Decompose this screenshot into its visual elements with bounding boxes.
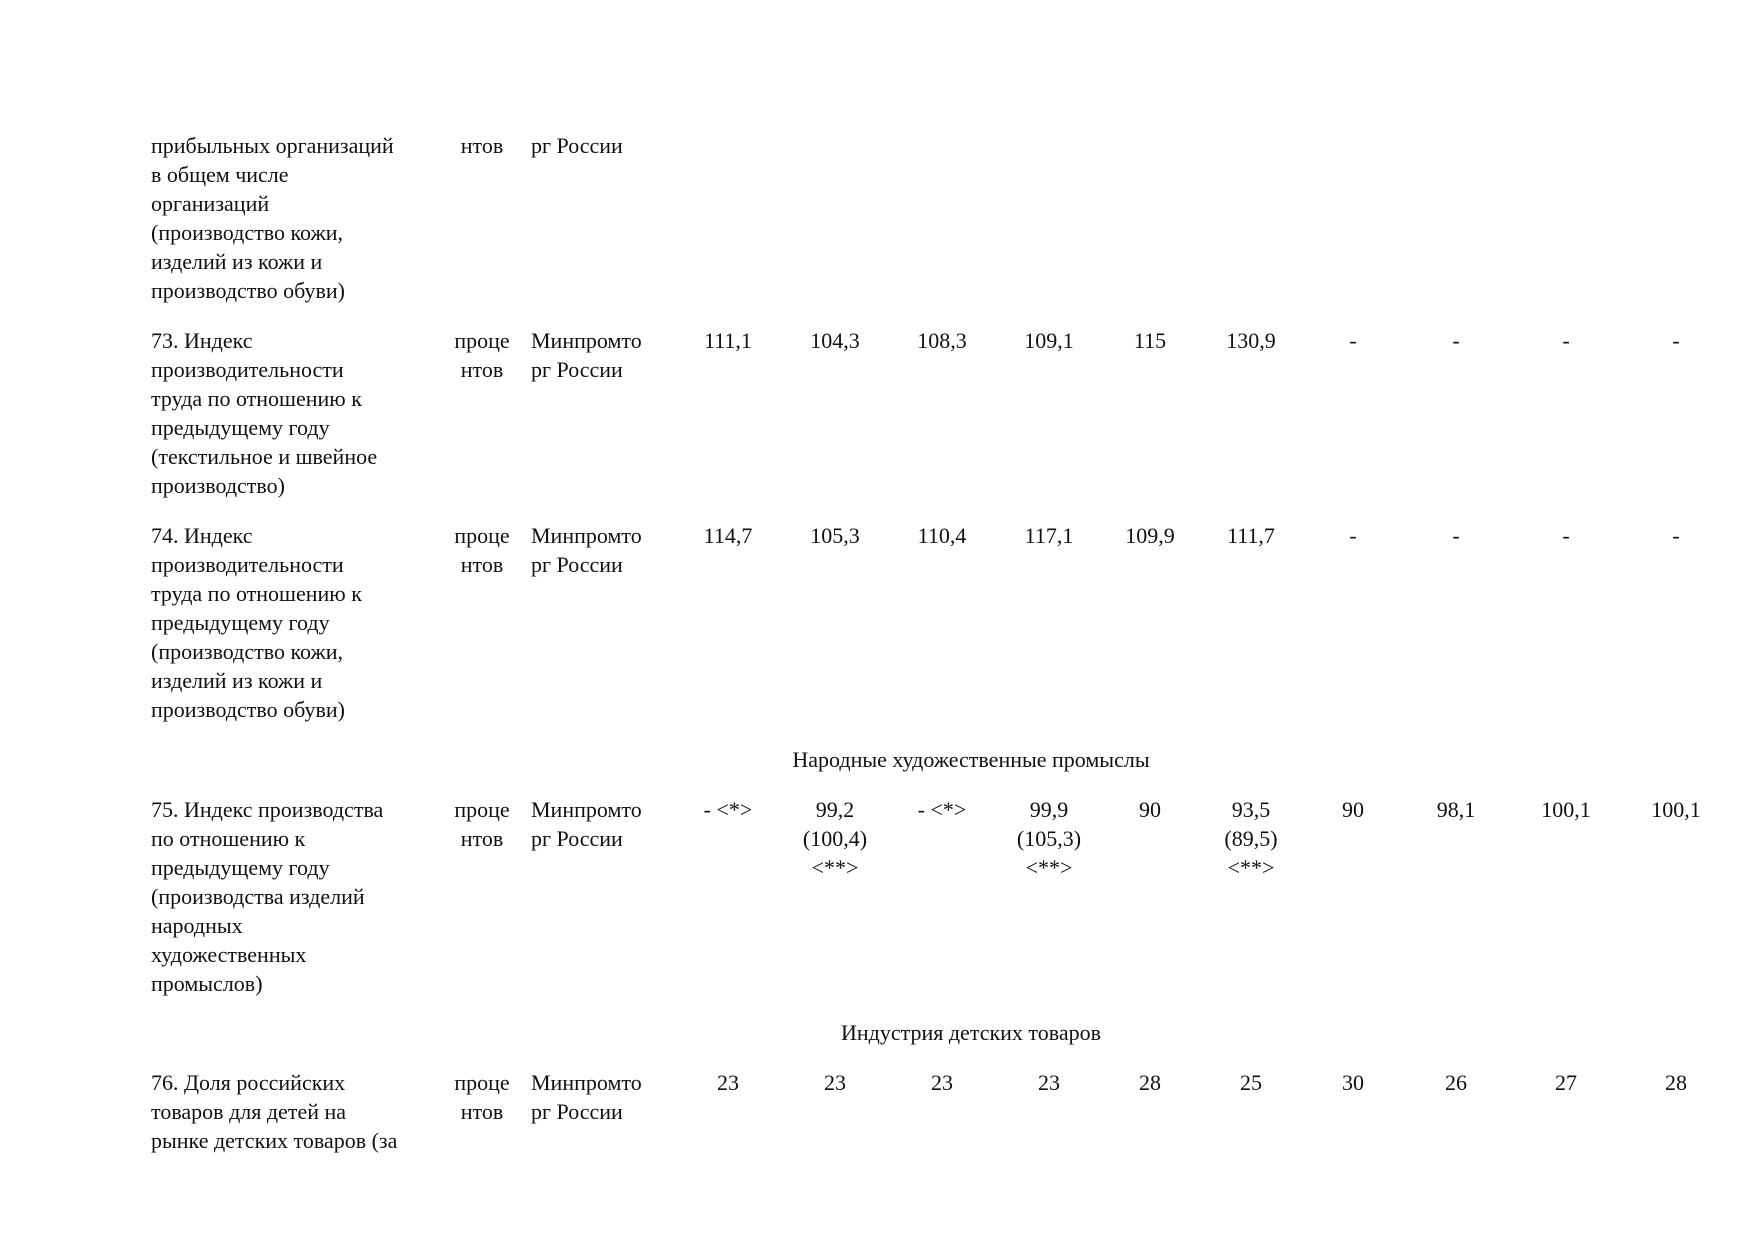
value-cell: -	[1562, 328, 1570, 353]
value-cell: 109,9	[1125, 523, 1175, 548]
agency-cell: рг России	[531, 357, 623, 382]
value-cell: 117,1	[1024, 523, 1074, 548]
value-cell: 104,3	[810, 328, 860, 353]
value-cell: 23	[931, 1070, 953, 1095]
indicator-name-line: товаров для детей на	[151, 1099, 347, 1124]
indicator-name-line: производство)	[151, 473, 285, 498]
value-cell: 105,3	[810, 523, 860, 548]
value-cell: - <*>	[703, 797, 753, 822]
value-note: (105,3)	[1016, 826, 1082, 851]
value-cell: - <*>	[917, 797, 967, 822]
value-cell: 23	[824, 1070, 846, 1095]
indicator-name-line: рынке детских товаров (за	[151, 1128, 398, 1153]
value-cell: 115	[1133, 328, 1167, 353]
indicator-name-line: 75. Индекс производства	[151, 797, 384, 822]
unit-cell: нтов	[460, 1099, 504, 1124]
value-cell: 28	[1665, 1070, 1687, 1095]
value-cell: 30	[1342, 1070, 1364, 1095]
value-cell: 98,1	[1436, 797, 1476, 822]
value-cell: 27	[1555, 1070, 1577, 1095]
value-footnote-mark: <**>	[1025, 855, 1073, 880]
value-cell: -	[1452, 328, 1460, 353]
indicator-name-line: 74. Индекс	[151, 523, 253, 548]
value-cell: -	[1672, 523, 1680, 548]
value-cell: -	[1452, 523, 1460, 548]
agency-cell: рг России	[531, 133, 623, 158]
indicator-name-line: (текстильное и швейное	[151, 444, 378, 469]
unit-cell: нтов	[460, 357, 504, 382]
indicator-name-line: изделий из кожи и	[151, 249, 323, 274]
value-cell: 90	[1342, 797, 1364, 822]
indicator-name-line: изделий из кожи и	[151, 668, 323, 693]
value-cell: 26	[1445, 1070, 1467, 1095]
indicator-name-line: предыдущему году	[151, 415, 330, 440]
section-heading: Народные художественные промыслы	[792, 747, 1150, 772]
agency-cell: рг России	[531, 1099, 623, 1124]
value-cell: 99,2	[815, 797, 855, 822]
value-cell: 100,1	[1651, 797, 1701, 822]
indicator-name-line: производство обуви)	[151, 278, 345, 303]
value-cell: 28	[1139, 1070, 1161, 1095]
value-cell: 108,3	[917, 328, 967, 353]
indicator-name-line: 76. Доля российских	[151, 1070, 346, 1095]
indicator-name-line: организаций	[151, 191, 270, 216]
value-note: (100,4)	[802, 826, 868, 851]
value-cell: 111,1	[704, 328, 752, 353]
indicator-name-line: (производство кожи,	[151, 220, 343, 245]
unit-cell: проце	[454, 328, 510, 353]
value-cell: 25	[1240, 1070, 1262, 1095]
agency-cell: Минпромто	[531, 1070, 642, 1095]
indicator-name-line: (производство кожи,	[151, 639, 343, 664]
indicator-name-line: производительности	[151, 357, 344, 382]
indicator-name-line: (производства изделий	[151, 884, 365, 909]
value-cell: 114,7	[703, 523, 753, 548]
value-cell: 23	[1038, 1070, 1060, 1095]
indicator-name-line: труда по отношению к	[151, 581, 362, 606]
unit-cell: проце	[454, 1070, 510, 1095]
unit-cell: нтов	[460, 552, 504, 577]
value-footnote-mark: <**>	[811, 855, 859, 880]
agency-cell: рг России	[531, 826, 623, 851]
value-cell: -	[1349, 523, 1357, 548]
indicator-name-line: предыдущему году	[151, 855, 330, 880]
indicator-name-line: производительности	[151, 552, 344, 577]
value-cell: 110,4	[917, 523, 967, 548]
value-cell: 100,1	[1541, 797, 1591, 822]
value-cell: 109,1	[1024, 328, 1074, 353]
agency-cell: Минпромто	[531, 797, 642, 822]
value-cell: -	[1349, 328, 1357, 353]
value-cell: -	[1562, 523, 1570, 548]
value-cell: -	[1672, 328, 1680, 353]
indicator-name-line: производство обуви)	[151, 697, 345, 722]
unit-cell: проце	[454, 797, 510, 822]
indicator-name-line: в общем числе	[151, 162, 289, 187]
indicator-name-line: предыдущему году	[151, 610, 330, 635]
value-note: (89,5)	[1224, 826, 1278, 851]
section-heading: Индустрия детских товаров	[840, 1020, 1102, 1045]
value-cell: 93,5	[1231, 797, 1271, 822]
agency-cell: рг России	[531, 552, 623, 577]
indicator-name-line: по отношению к	[151, 826, 306, 851]
unit-cell: нтов	[460, 133, 504, 158]
indicator-name-line: художественных	[151, 942, 307, 967]
value-cell: 99,9	[1029, 797, 1069, 822]
value-cell: 111,7	[1227, 523, 1275, 548]
agency-cell: Минпромто	[531, 328, 642, 353]
agency-cell: Минпромто	[531, 523, 642, 548]
unit-cell: нтов	[460, 826, 504, 851]
value-cell: 23	[717, 1070, 739, 1095]
value-cell: 130,9	[1226, 328, 1276, 353]
indicator-name-line: труда по отношению к	[151, 386, 362, 411]
value-footnote-mark: <**>	[1227, 855, 1275, 880]
indicator-name-line: промыслов)	[151, 971, 263, 996]
indicator-name-line: прибыльных организаций	[151, 133, 394, 158]
unit-cell: проце	[454, 523, 510, 548]
value-cell: 90	[1139, 797, 1161, 822]
indicator-name-line: 73. Индекс	[151, 328, 253, 353]
indicator-name-line: народных	[151, 913, 243, 938]
